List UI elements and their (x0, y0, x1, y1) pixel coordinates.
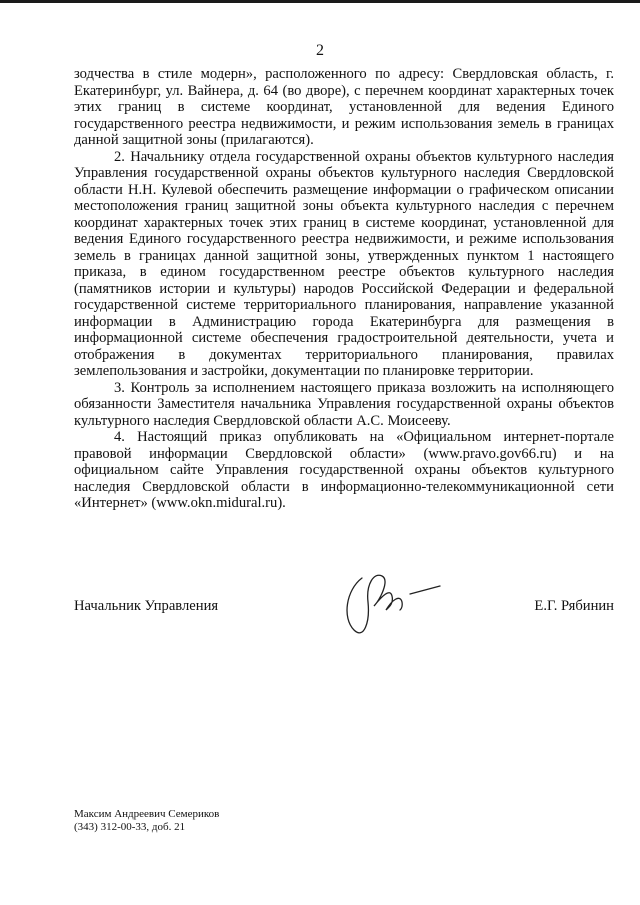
document-body (74, 66, 614, 512)
scan-top-edge (0, 0, 640, 3)
paragraph-item-4: 4. Настоящий приказ опубликовать на «Официальном интернет-портале правовой информации Свердловской области» (www.pravo.gov66.ru) и на официальном сайте Управления государственной охраны объектов культурного наследия Свердловской области в информационно-телекоммуникационной сети «Интернет» (www.okn.midural.ru). (74, 429, 614, 511)
executor-phone: (343) 312-00-33, доб. 21 (74, 821, 186, 833)
page-number: 2 (316, 42, 324, 59)
paragraph-item-3: 3. Контроль за исполнением настоящего приказа возложить на исполняющего обязанности Заместителя начальника Управления государственной охраны объектов культурного наследия Свердловской области А.С. Моисееву. (74, 379, 614, 429)
paragraph-item-2: 2. Начальнику отдела государственной охраны объектов культурного наследия Управления государственной охраны объектов культурного наследия Свердловской области Н.Н. Кулевой обеспечить размещение информации о графическом описании местоположения границ защитной зоны объекта культурного наследия с перечнем координат характерных точек этих границ в системе координат, установленной для ведения Единого государственного реестра недвижимости, и режиме использования земель в границах данной защитной зоны, утвержденных пунктом 1 настоящего приказа, в едином государственном реестре объектов культурного наследия (памятников истории и культуры) народов Российской Федерации и федеральной государственной системе территориального планирования, направление указанной информации в Администрацию города Екатеринбурга для размещения в информационной системе обеспечения градостроительной деятельности, учета и отображения в документах территориального планирования, правилах землепользования и застройки, документации по планировке территории. (74, 148, 614, 379)
executor-name: Максим Андреевич Семериков (74, 808, 220, 820)
signatory-name: Е.Г. Рябинин (534, 598, 614, 614)
handwritten-signature (340, 566, 460, 646)
executor-info (74, 808, 219, 834)
paragraph-continuation: зодчества в стиле модерн», расположенного по адресу: Свердловская область, г. Екатеринбург, ул. Вайнера, д. 64 (во дворе), с перечнем координат характерных точек этих границ в системе координат, установленной для ведения Единого государственного реестра недвижимости, и режим использования земель в границах данной защитной зоны (прилагаются). (74, 66, 614, 148)
signatory-position: Начальник Управления (74, 598, 219, 614)
